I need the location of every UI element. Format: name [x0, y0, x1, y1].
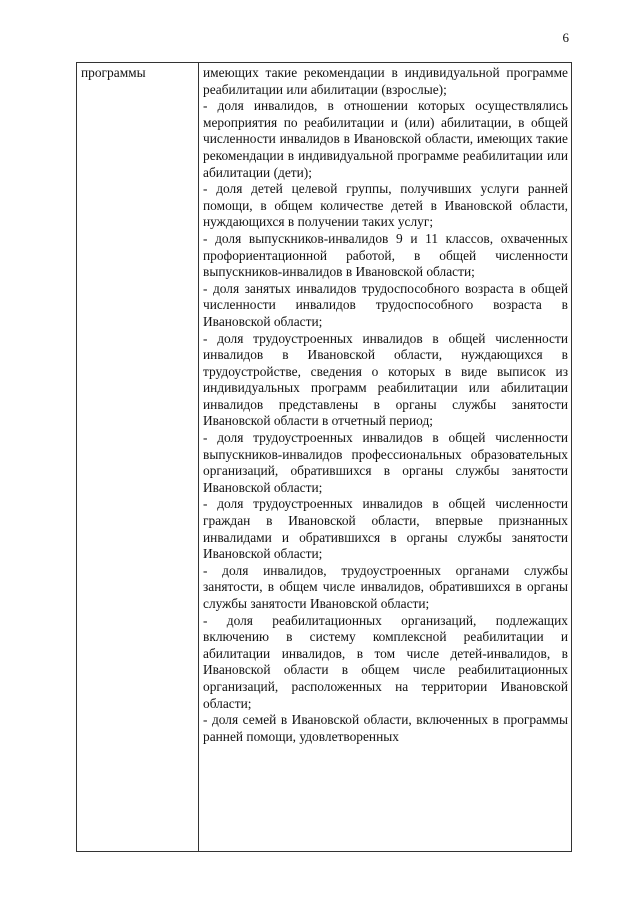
table-cell-right	[199, 63, 571, 851]
paragraph: - доля реабилитационных организаций, подлежащих включению в систему комплексной реабилитации и абилитации инвалидов, в том числе детей-инвалидов, в Ивановской области в общем числе реабилитационных организаций, расположенных на территории Ивановской области;	[203, 612, 568, 711]
paragraph: - доля выпускников-инвалидов 9 и 11 классов, охваченных профориентационной работой, в общей численности выпускников-инвалидов в Ивановской области;	[203, 230, 568, 280]
row-label: программы	[81, 65, 146, 80]
paragraph: - доля трудоустроенных инвалидов в общей численности граждан в Ивановской области, впервые признанных инвалидами и обратившихся в органы службы занятости Ивановской области;	[203, 496, 568, 562]
paragraph: - доля семей в Ивановской области, включенных в программы ранней помощи, удовлетворенных	[203, 712, 568, 744]
paragraph: - доля инвалидов, трудоустроенных органами службы занятости, в общем числе инвалидов, обратившихся в органы службы занятости Ивановской области;	[203, 562, 568, 611]
paragraph: - доля трудоустроенных инвалидов в общей численности выпускников-инвалидов профессиональных образовательных организаций, обратившихся в органы службы занятости Ивановской области;	[203, 430, 568, 495]
paragraph: - доля детей целевой группы, получивших услуги ранней помощи, в общем количестве детей в Ивановской области, нуждающихся в получении таких услуг;	[203, 181, 568, 230]
document-table	[76, 62, 572, 852]
table-cell-left	[77, 63, 199, 851]
paragraph: имеющих такие рекомендации в индивидуальной программе реабилитации или абилитации (взрослые);	[203, 65, 568, 97]
paragraph: - доля инвалидов, в отношении которых осуществлялись мероприятия по реабилитации и (или) абилитации, в общей численности инвалидов в Ивановской области, имеющих такие рекомендации в индивидуальной программе реабилитации или абилитации (дети);	[203, 98, 568, 180]
paragraph: - доля занятых инвалидов трудоспособного возраста в общей численности инвалидов трудоспособного возраста в Ивановской области;	[203, 280, 568, 329]
page-number: 6	[562, 30, 569, 45]
paragraph: - доля трудоустроенных инвалидов в общей численности инвалидов в Ивановской области, нуждающихся в трудоустройстве, сведения о которых в виде выписок из индивидуальных программ реабилитации или абилитации инвалидов представлены в органы службы занятости Ивановской области в отчетный период;	[203, 330, 568, 429]
